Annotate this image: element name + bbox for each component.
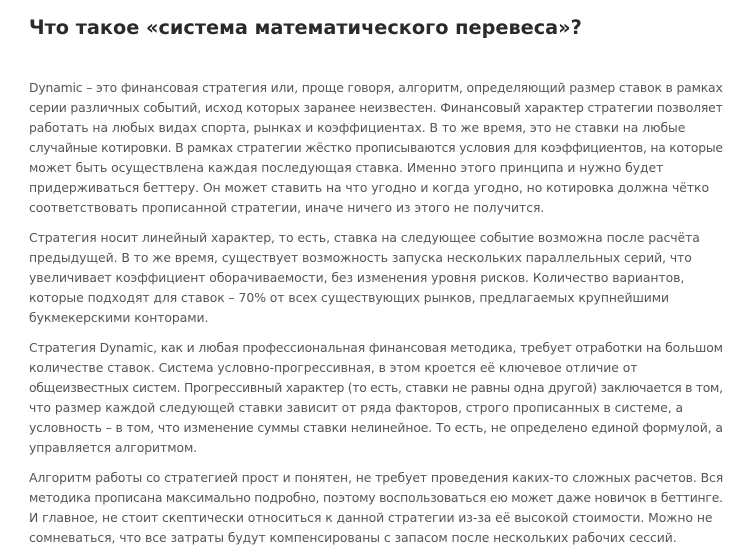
article-paragraph — [29, 228, 725, 328]
paragraph-line: случайные котировки. В рамках стратегии жёстко прописываются условия для коэффициентов, на которые — [29, 140, 723, 155]
paragraph-line: общеизвестных систем. Прогрессивный характер (то есть, ставки не равны одна другой) заключается в том, — [29, 380, 723, 395]
paragraph-line: методика прописана максимально подробно, поэтому воспользоваться ею может даже новичок в беттинге. — [29, 490, 723, 505]
paragraph-line: может быть осуществлена каждая последующая ставка. Именно этого принципа и нужно будет — [29, 160, 664, 175]
paragraph-line: управляется алгоритмом. — [29, 440, 198, 455]
paragraph-line: Dynamic – это финансовая стратегия или, проще говоря, алгоритм, определяющий размер ставок в рамках — [29, 80, 723, 95]
paragraph-line: количестве ставок. Система условно-прогрессивная, в этом кроется её ключевое отличие от — [29, 360, 638, 375]
paragraph-line: которые подходят для ставок – 70% от всех существующих рынков, предлагаемых крупнейшими — [29, 290, 670, 305]
article-paragraph — [29, 338, 725, 458]
paragraph-line: Стратегия носит линейный характер, то есть, ставка на следующее событие возможна после расчёта — [29, 230, 700, 245]
paragraph-line: что размер каждой следующей ставки зависит от ряда факторов, строго прописанных в системе, а — [29, 400, 683, 415]
article-paragraph — [29, 468, 725, 548]
paragraph-line: предыдущей. В то же время, существует возможность запуска нескольких параллельных серий, что — [29, 250, 692, 265]
paragraph-line: букмекерскими конторами. — [29, 310, 209, 325]
paragraph-line: соответствовать прописанной стратегии, иначе ничего из этого не получится. — [29, 200, 545, 215]
paragraph-line: Стратегия Dynamic, как и любая профессиональная финансовая методика, требует отработки на большом — [29, 340, 723, 355]
paragraph-line: увеличивает коэффициент оборачиваемости, без изменения уровня рисков. Количество вариантов, — [29, 270, 685, 285]
paragraph-line: серии различных событий, исход которых заранее неизвестен. Финансовый характер стратегии позволяет — [29, 100, 723, 115]
paragraph-line: работать на любых видах спорта, рынках и коэффициентах. В то же время, это не ставки на любые — [29, 120, 686, 135]
article-title: Что такое «система математического перевеса»? — [29, 16, 582, 39]
article-paragraph — [29, 78, 725, 218]
article-body — [29, 78, 725, 558]
paragraph-line: Алгоритм работы со стратегией прост и понятен, не требует проведения каких-то сложных расчетов. Вся — [29, 470, 724, 485]
paragraph-line: сомневаться, что все затраты будут компенсированы с запасом после нескольких рабочих сессий. — [29, 530, 677, 545]
paragraph-line: придерживаться беттеру. Он может ставить на что угодно и когда угодно, но котировка должна чётко — [29, 180, 709, 195]
paragraph-line: И главное, не стоит скептически относиться к данной стратегии из-за её высокой стоимости. Можно не — [29, 510, 713, 525]
paragraph-line: условность – в том, что изменение суммы ставки нелинейное. То есть, не определено единой формулой, а — [29, 420, 723, 435]
